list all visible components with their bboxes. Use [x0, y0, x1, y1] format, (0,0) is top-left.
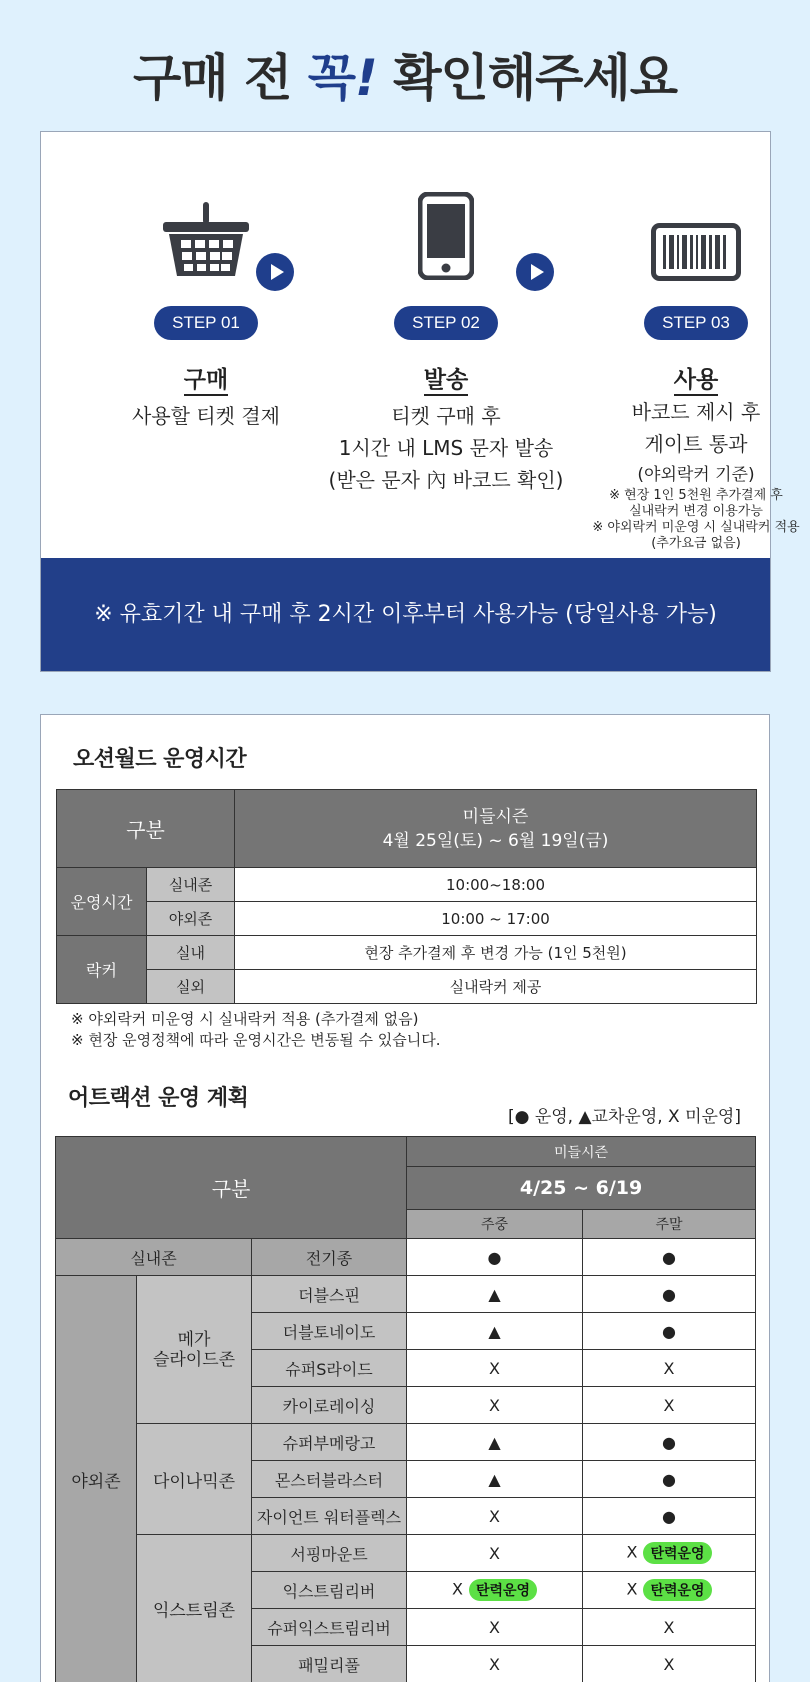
hours-label: 운영시간: [57, 868, 147, 936]
basket-icon: [161, 202, 251, 278]
step-03-notes: ※ 현장 1인 5천원 추가결제 후 실내락커 변경 이용가능 ※ 야외락커 미운영 시 실내락커 적용 (추가요금 없음): [592, 488, 800, 551]
ops-sub-label: 실내존: [147, 868, 235, 902]
weekend-status: ●: [583, 1276, 756, 1313]
page-headline: 구매 전 꼭! 확인해주세요: [132, 49, 678, 107]
step-03: [576, 132, 810, 551]
ride-name: 자이언트 워터플렉스: [252, 1498, 407, 1535]
attractions-title: 어트랙션 운영 계획: [68, 1086, 249, 1111]
ride-name: 더블스핀: [252, 1276, 407, 1313]
ride-name: 슈퍼부메랑고: [252, 1424, 407, 1461]
step-02-desc: 티켓 구매 후 1시간 내 LMS 문자 발송 (받은 문자 內 바코드 확인): [328, 404, 564, 492]
flex-operation-badge: 탄력운영: [643, 1579, 711, 1601]
weekday-status: X 탄력운영: [407, 1572, 583, 1609]
weekday-status: X: [407, 1535, 583, 1572]
locker-label: 락커: [57, 936, 147, 1004]
weekday-status: X: [407, 1646, 583, 1682]
step-02: [326, 132, 566, 532]
indoor-zone-label: 실내존: [56, 1239, 252, 1276]
weekday-status: X: [407, 1350, 583, 1387]
ops-title: 오션월드 운영시간: [73, 747, 247, 772]
weekday-status: X: [407, 1609, 583, 1646]
ride-name: 서핑마운트: [252, 1535, 407, 1572]
step-03-desc: 바코드 제시 후 게이트 통과: [631, 400, 761, 456]
step-03-sub: (야외락커 기준): [637, 465, 755, 485]
step-01-badge: STEP 01: [154, 306, 258, 340]
step-01: [86, 132, 326, 532]
weekend-status: X: [583, 1387, 756, 1424]
purchase-steps-card: [40, 131, 800, 672]
weekday-status: ▲: [407, 1276, 583, 1313]
weekend-status: X: [583, 1350, 756, 1387]
att-weekday-header: 주중: [407, 1210, 583, 1239]
ride-name: 더블토네이도: [252, 1313, 407, 1350]
att-period: 4/25 ~ 6/19: [407, 1167, 756, 1210]
step-01-desc: 사용할 티켓 결제: [132, 404, 280, 428]
phone-icon: [418, 192, 474, 280]
weekend-status: X 탄력운영: [583, 1535, 756, 1572]
weekend-status: X: [583, 1646, 756, 1682]
play-arrow-icon: [256, 253, 294, 291]
barcode-icon: [651, 223, 741, 281]
play-arrow-icon: [516, 253, 554, 291]
weekday-status: ▲: [407, 1313, 583, 1350]
ops-header-label: 구분: [57, 790, 235, 868]
ride-name: 카이로레이싱: [252, 1387, 407, 1424]
weekday-status: X: [407, 1498, 583, 1535]
zone-name: 다이나믹존: [137, 1424, 252, 1535]
weekend-status: X 탄력운영: [583, 1572, 756, 1609]
weekend-status: ●: [583, 1498, 756, 1535]
attractions-legend: [● 운영, ▲교차운영, X 미운영]: [507, 1107, 741, 1127]
ops-value: 현장 추가결제 후 변경 가능 (1인 5천원): [235, 936, 757, 970]
weekday-status: ●: [407, 1239, 583, 1276]
zone-name: 익스트림존: [137, 1535, 252, 1682]
ride-name: 익스트림리버: [252, 1572, 407, 1609]
ops-season-header: 미들시즌 4월 25일(토) ~ 6월 19일(금): [235, 790, 757, 868]
ops-sub-label: 실내: [147, 936, 235, 970]
ride-name: 패밀리풀: [252, 1646, 407, 1682]
ops-value: 10:00~18:00: [235, 868, 757, 902]
weekend-status: ●: [583, 1461, 756, 1498]
weekday-status: X: [407, 1387, 583, 1424]
ops-sub-label: 실외: [147, 970, 235, 1004]
ops-sub-label: 야외존: [147, 902, 235, 936]
ride-name: 슈퍼S라이드: [252, 1350, 407, 1387]
flex-operation-badge: 탄력운영: [643, 1542, 711, 1564]
ops-value: 10:00 ~ 17:00: [235, 902, 757, 936]
step-02-badge: STEP 02: [394, 306, 498, 340]
att-weekend-header: 주말: [583, 1210, 756, 1239]
step-03-title: 사용: [576, 361, 810, 394]
att-header-label: 구분: [56, 1137, 407, 1239]
weekend-status: ●: [583, 1239, 756, 1276]
ride-name: 전기종: [252, 1239, 407, 1276]
validity-banner: ※ 유효기간 내 구매 후 2시간 이후부터 사용가능 (당일사용 가능): [41, 558, 770, 671]
attractions-table: [55, 1136, 756, 1682]
ops-value: 실내락커 제공: [235, 970, 757, 1004]
step-01-title: 구매: [86, 361, 326, 394]
zone-name: 메가 슬라이드존: [137, 1276, 252, 1424]
operations-card: [40, 714, 770, 1682]
weekend-status: ●: [583, 1424, 756, 1461]
weekday-status: ▲: [407, 1461, 583, 1498]
outdoor-zone-label: 야외존: [56, 1276, 137, 1682]
hours-table: [56, 789, 757, 1004]
ride-name: 슈퍼익스트림리버: [252, 1609, 407, 1646]
ride-name: 몬스터블라스터: [252, 1461, 407, 1498]
weekend-status: X: [583, 1609, 756, 1646]
ops-notes: ※ 야외락커 미운영 시 실내락커 적용 (추가결제 없음) ※ 현장 운영정책에 따라 운영시간은 변동될 수 있습니다.: [71, 1010, 441, 1049]
step-02-title: 발송: [326, 361, 566, 394]
weekend-status: ●: [583, 1313, 756, 1350]
flex-operation-badge: 탄력운영: [469, 1579, 537, 1601]
att-season: 미들시즌: [407, 1137, 756, 1167]
step-03-badge: STEP 03: [644, 306, 748, 340]
weekday-status: ▲: [407, 1424, 583, 1461]
